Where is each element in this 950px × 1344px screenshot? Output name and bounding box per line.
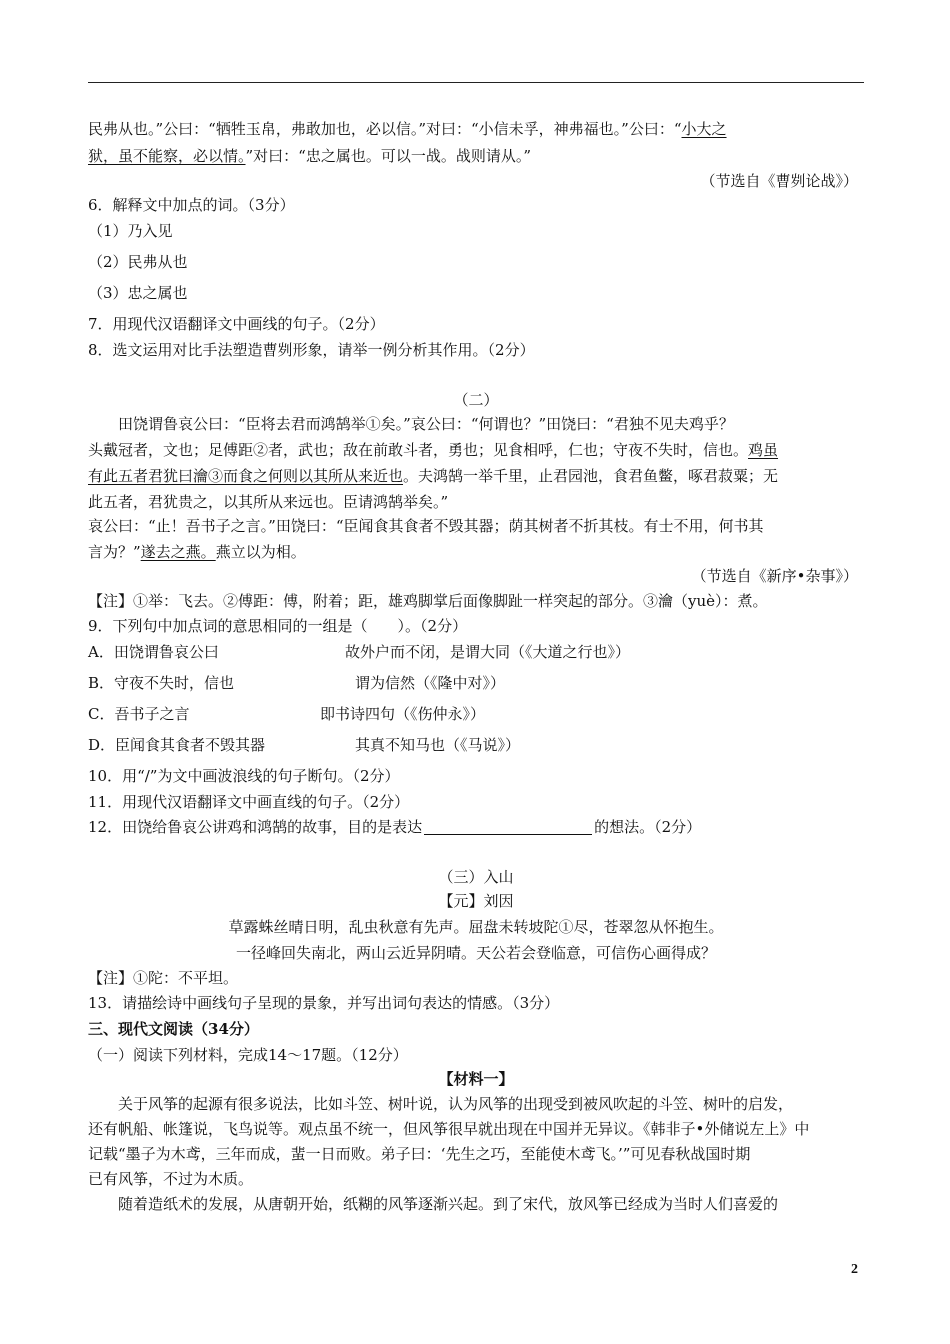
question-9-option-c: C．吾书子之言 即书诗四句（《伤仲永》） <box>88 705 486 723</box>
text-line: 言为？”遂去之燕。燕立以为相。 <box>88 543 306 561</box>
underlined-sentence: 小大之 <box>681 120 727 138</box>
text-line: 记载“墨子为木鸢，三年而成，蜚一日而败。弟子曰：‘先生之巧，至能使木鸢飞。’”可见春秋战国时期 <box>88 1145 751 1163</box>
question-6-item-3: （3）忠之属也 <box>88 284 188 302</box>
section-heading-2: （二） <box>453 391 499 409</box>
poem-line: 草露蛛丝晴日明，乱虫秋意有先声。屈盘未转坡陀①尽，苍翠忽从怀抱生。 <box>228 918 724 936</box>
question-6: 6．解释文中加点的词。（3分） <box>88 196 295 214</box>
question-12: 12．田饶给鲁哀公讲鸡和鸿鹄的故事，目的是表达 的想法。（2分） <box>88 818 702 836</box>
poem-author: 【元】刘因 <box>438 892 514 910</box>
question-13: 13．请描绘诗中画线句子呈现的景象，并写出词句表达的情感。（3分） <box>88 994 560 1012</box>
text-line: 关于风筝的起源有很多说法，比如斗笠、树叶说，认为风筝的出现受到被风吹起的斗笠、树叶的启发， <box>118 1095 794 1113</box>
text-line: 头戴冠者，文也；足傅距②者，武也；敌在前敢斗者，勇也；见食相呼，仁也；守夜不失时，信也。鸡虽 <box>88 441 779 459</box>
header-rule <box>88 82 864 83</box>
question-9-option-a: A．田饶谓鲁哀公曰 故外户而不闭，是谓大同（《大道之行也》） <box>88 643 631 661</box>
underlined-sentence: 鸡虽 <box>748 441 779 459</box>
question-9-option-b: B．守夜不失时，信也 谓为信然（《隆中对》） <box>88 674 506 692</box>
question-9-option-d: D．臣闻食其食者不毁其器 其真不知马也（《马说》） <box>88 736 521 754</box>
question-11: 11．用现代汉语翻译文中画直线的句子。（2分） <box>88 793 410 811</box>
question-9: 9．下列句中加点词的意思相同的一组是（ ）。（2分） <box>88 617 468 635</box>
text-line: 民弗从也。”公曰：“牺牲玉帛，弗敢加也，必以信。”对曰：“小信未孚，神弗福也。”公曰：“小大之 <box>88 120 727 138</box>
underlined-sentence: 遂去之燕。 <box>140 543 216 561</box>
section-heading-3: （三）入山 <box>438 868 514 886</box>
material-heading: 【材料一】 <box>438 1070 514 1088</box>
question-6-item-1: （1）乃入见 <box>88 222 173 240</box>
text-line: 有此五者君犹曰瀹③而食之何则以其所从来近也。夫鸿鹄一举千里，止君园池，食君鱼鳖，啄君菽粟；无 <box>88 467 779 485</box>
page-number: 2 <box>851 1262 858 1277</box>
question-6-item-2: （2）民弗从也 <box>88 253 188 271</box>
text-line: 已有风筝，不过为木质。 <box>88 1170 254 1188</box>
subsection-heading: （一）阅读下列材料，完成14～17题。（12分） <box>88 1046 408 1064</box>
annotation-note: 【注】①陀：不平坦。 <box>88 969 239 987</box>
source-citation: （节选自《曹刿论战》） <box>700 172 858 190</box>
text-line: 还有帆船、帐篷说，飞鸟说等。观点虽不统一，但风筝很早就出现在中国并无异议。《韩非子•外储说左上》中 <box>88 1120 810 1138</box>
question-10: 10．用“/”为文中画波浪线的句子断句。（2分） <box>88 767 400 785</box>
answer-blank[interactable] <box>424 818 592 835</box>
text-line: 田饶谓鲁哀公曰：“臣将去君而鸿鹄举①矣。”哀公曰：“何谓也？”田饶曰：“君独不见夫鸡乎？ <box>118 415 734 433</box>
underlined-sentence: 狱，虽不能察，必以情。 <box>88 147 246 165</box>
text-line: 狱，虽不能察，必以情。”对曰：“忠之属也。可以一战。战则请从。” <box>88 147 532 165</box>
text-line: 此五者，君犹贵之，以其所从来远也。臣请鸿鹄举矣。” <box>88 493 449 511</box>
underlined-sentence: 有此五者君犹曰瀹③而食之何则以其所从来近也 <box>88 467 404 485</box>
part-heading: 三、现代文阅读（34分） <box>88 1020 259 1038</box>
question-8: 8．选文运用对比手法塑造曹刿形象，请举一例分析其作用。（2分） <box>88 341 535 359</box>
annotation-note: 【注】①举：飞去。②傅距：傅，附着；距，雄鸡脚掌后面像脚趾一样突起的部分。③瀹（yuè）：煮。 <box>88 592 768 610</box>
question-7: 7．用现代汉语翻译文中画线的句子。（2分） <box>88 315 385 333</box>
text-line: 哀公曰：“止！吾书子之言。”田饶曰：“臣闻食其食者不毁其器；荫其树者不折其枝。有士不用，何书其 <box>88 517 764 535</box>
poem-line: 一径峰回失南北，两山云近异阴晴。天公若会登临意，可信伤心画得成？ <box>235 944 716 962</box>
source-citation: （节选自《新序•杂事》） <box>691 567 858 585</box>
text-line: 随着造纸术的发展，从唐朝开始，纸糊的风筝逐渐兴起。到了宋代，放风筝已经成为当时人们喜爱的 <box>118 1195 779 1213</box>
